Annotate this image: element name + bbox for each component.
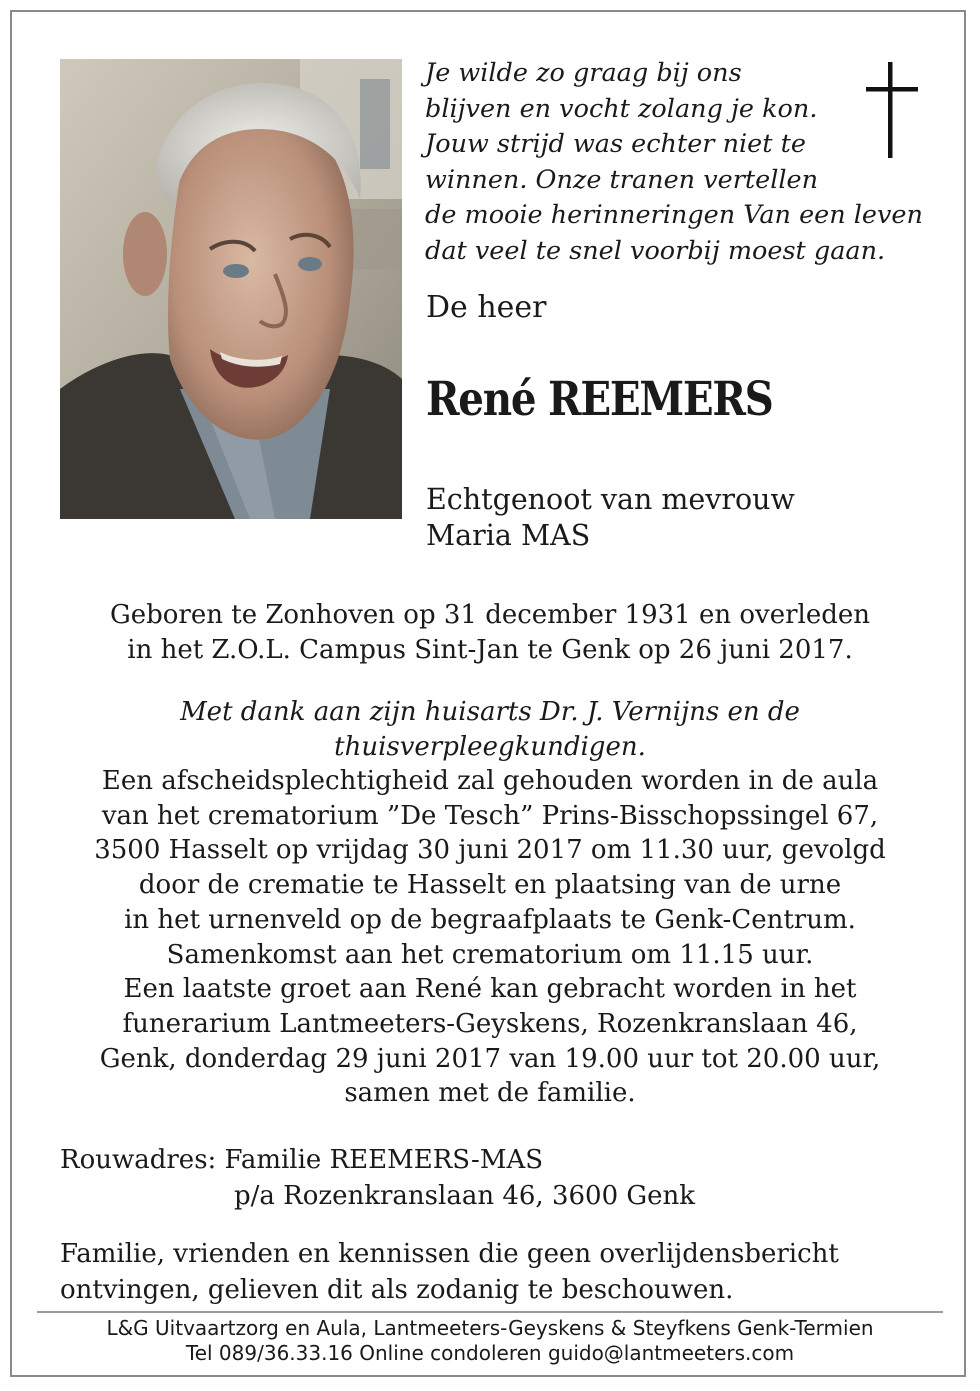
address-line: p/a Rozenkranslaan 46, 3600 Genk xyxy=(234,1181,696,1211)
poem-line: Jouw strijd was echter niet te xyxy=(425,129,806,160)
born-line: Geboren te Zonhoven op 31 december 1931 en overleden xyxy=(109,600,871,630)
footer-contact: Tel 089/36.33.16 Online condoleren guido@lantmeeters.com xyxy=(185,1341,795,1365)
service-line: in het urnenveld op de begraafplaats te Genk-Centrum. xyxy=(124,904,856,935)
footer-company: L&G Uitvaartzorg en Aula, Lantmeeters-Geyskens & Steyfkens Genk-Termien xyxy=(106,1316,874,1340)
poem-line: dat veel te snel voorbij moest gaan. xyxy=(425,235,886,266)
thanks-line: thuisverpleegkundigen. xyxy=(334,731,646,762)
service-line: Genk, donderdag 29 juni 2017 van 19.00 uur tot 20.00 uur, xyxy=(99,1043,881,1074)
poem-line: blijven en vocht zolang je kon. xyxy=(425,93,818,124)
thanks-line: Met dank aan zijn huisarts Dr. J. Vernijns en de xyxy=(180,697,800,727)
portrait-photo xyxy=(60,59,402,519)
notice-line: Familie, vrienden en kennissen die geen overlijdensbericht xyxy=(60,1239,839,1269)
spouse-name: Maria MAS xyxy=(426,519,591,552)
service-line: Een laatste groet aan René kan gebracht worden in het xyxy=(123,974,857,1005)
footer xyxy=(37,1316,943,1366)
poem-line: de mooie herinneringen Van een leven xyxy=(425,200,923,231)
service-line: 3500 Hasselt op vrijdag 30 juni 2017 om 11.30 uur, gevolgd xyxy=(94,835,886,866)
poem-line: winnen. Onze tranen vertellen xyxy=(425,164,819,195)
service-line: funerarium Lantmeeters-Geyskens, Rozenkranslaan 46, xyxy=(122,1008,858,1039)
birth-death-info xyxy=(40,598,940,667)
service-line: van het crematorium ”De Tesch” Prins-Bisschopssingel 67, xyxy=(101,800,879,831)
address-line: Rouwadres: Familie REEMERS-MAS xyxy=(60,1145,544,1175)
service-line: Een afscheidsplechtigheid zal gehouden worden in de aula xyxy=(101,766,879,796)
service-line: Samenkomst aan het crematorium om 11.15 uur. xyxy=(166,939,814,970)
service-line: samen met de familie. xyxy=(344,1078,636,1109)
latin-cross-icon xyxy=(862,62,922,158)
spouse-line: Echtgenoot van mevrouw xyxy=(426,483,795,516)
footer-divider xyxy=(37,1311,943,1313)
spouse-info xyxy=(426,482,795,554)
honorific: De heer xyxy=(426,290,547,325)
service-info xyxy=(40,764,940,1111)
thanks-text xyxy=(40,695,940,764)
notice-line: ontvingen, gelieven dit als zodanig te beschouwen. xyxy=(60,1275,734,1305)
mourning-address xyxy=(60,1142,695,1214)
notice-text xyxy=(60,1236,839,1308)
deceased-name: René REEMERS xyxy=(426,372,773,427)
born-line: in het Z.O.L. Campus Sint-Jan te Genk op 26 juni 2017. xyxy=(127,634,853,665)
poem-line: Je wilde zo graag bij ons xyxy=(425,58,742,88)
service-line: door de crematie te Hasselt en plaatsing van de urne xyxy=(138,870,842,901)
